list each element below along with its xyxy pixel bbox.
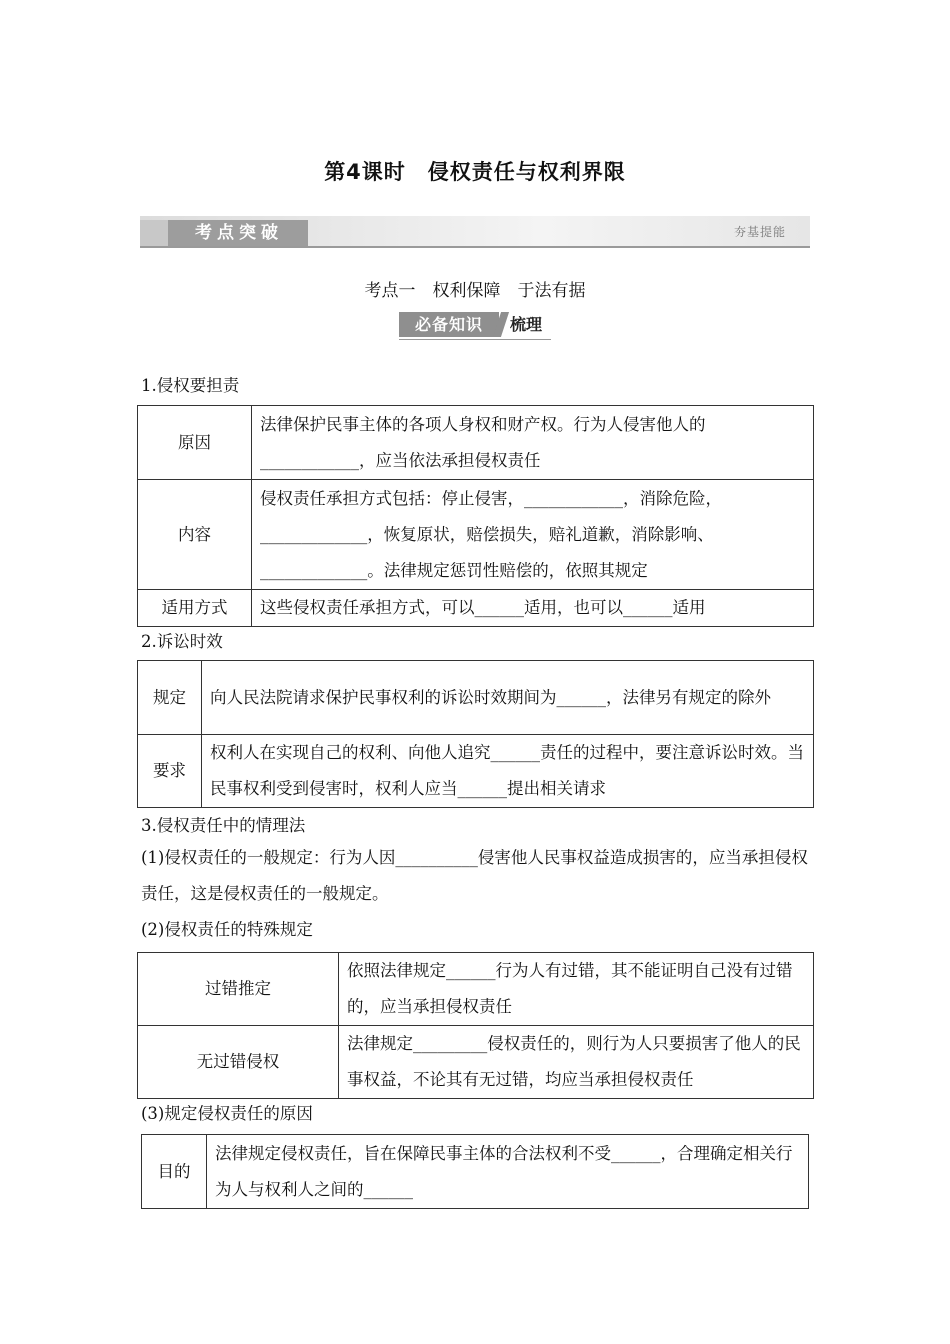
table-row [138, 480, 814, 590]
row-content: 法律规定侵权责任，旨在保障民事主体的合法权利不受______，合理确定相关行为人与权利人之间的______ [207, 1135, 809, 1209]
table-row [142, 1135, 809, 1209]
row-content: 法律保护民事主体的各项人身权和财产权。行为人侵害他人的____________，应当依法承担侵权责任 [252, 406, 814, 480]
section3-paragraph-1: (1)侵权责任的一般规定：行为人因__________侵害他人民事权益造成损害的，应当承担侵权责任，这是侵权责任的一般规定。 [141, 848, 808, 903]
row-label: 要求 [138, 735, 202, 808]
special-rules-table [137, 952, 814, 1099]
point-title: 考点一 权利保障 于法有据 [364, 281, 586, 301]
row-content: 依照法律规定______行为人有过错，其不能证明自己没有过错的，应当承担侵权责任 [339, 953, 814, 1026]
table-row [138, 406, 814, 480]
knowledge-badge [399, 311, 551, 340]
row-label: 目的 [142, 1135, 207, 1209]
row-content: 向人民法院请求保护民事权利的诉讼时效期间为______，法律另有规定的除外 [202, 661, 814, 735]
section-banner [140, 216, 810, 248]
row-content: 这些侵权责任承担方式，可以______适用，也可以______适用 [252, 590, 814, 627]
page-title: 第4课时 侵权责任与权利界限 [324, 160, 626, 184]
table-row [138, 953, 814, 1026]
table-row [138, 661, 814, 735]
table-row [138, 1026, 814, 1099]
section2-table [137, 660, 814, 808]
table-row [138, 735, 814, 808]
row-content: 权利人在实现自己的权利、向他人追究______责任的过程中，要注意诉讼时效。当民事权利受到侵害时，权利人应当______提出相关请求 [202, 735, 814, 808]
purpose-table [141, 1134, 809, 1209]
section1-heading: 1.侵权要担责 [141, 376, 240, 395]
row-label: 无过错侵权 [138, 1026, 339, 1099]
row-label: 内容 [138, 480, 252, 590]
row-label: 规定 [138, 661, 202, 735]
row-label: 原因 [138, 406, 252, 480]
knowledge-badge-light: 梳理 [510, 315, 543, 334]
section3-heading: 3.侵权责任中的情理法 [141, 816, 306, 835]
banner-right-label: 夯基提能 [733, 225, 786, 239]
row-label: 过错推定 [138, 953, 339, 1026]
knowledge-badge-dark: 必备知识 [399, 312, 499, 337]
table-row [138, 590, 814, 627]
section1-table [137, 405, 814, 627]
row-content: 法律规定_________侵权责任的，则行为人只要损害了他人的民事权益，不论其有无过错，均应当承担侵权责任 [339, 1026, 814, 1099]
banner-tab: 考点突破 [140, 220, 308, 246]
section3-paragraph-3: (3)规定侵权责任的原因 [141, 1104, 313, 1123]
row-label: 适用方式 [138, 590, 252, 627]
section2-heading: 2.诉讼时效 [141, 632, 223, 651]
section3-paragraph-2: (2)侵权责任的特殊规定 [141, 920, 313, 939]
row-content: 侵权责任承担方式包括：停止侵害，____________，消除危险，_____________，恢复原状，赔偿损失，赔礼道歉，消除影响、_____________。法律规定惩罚性赔偿的，依照其规定 [252, 480, 814, 590]
